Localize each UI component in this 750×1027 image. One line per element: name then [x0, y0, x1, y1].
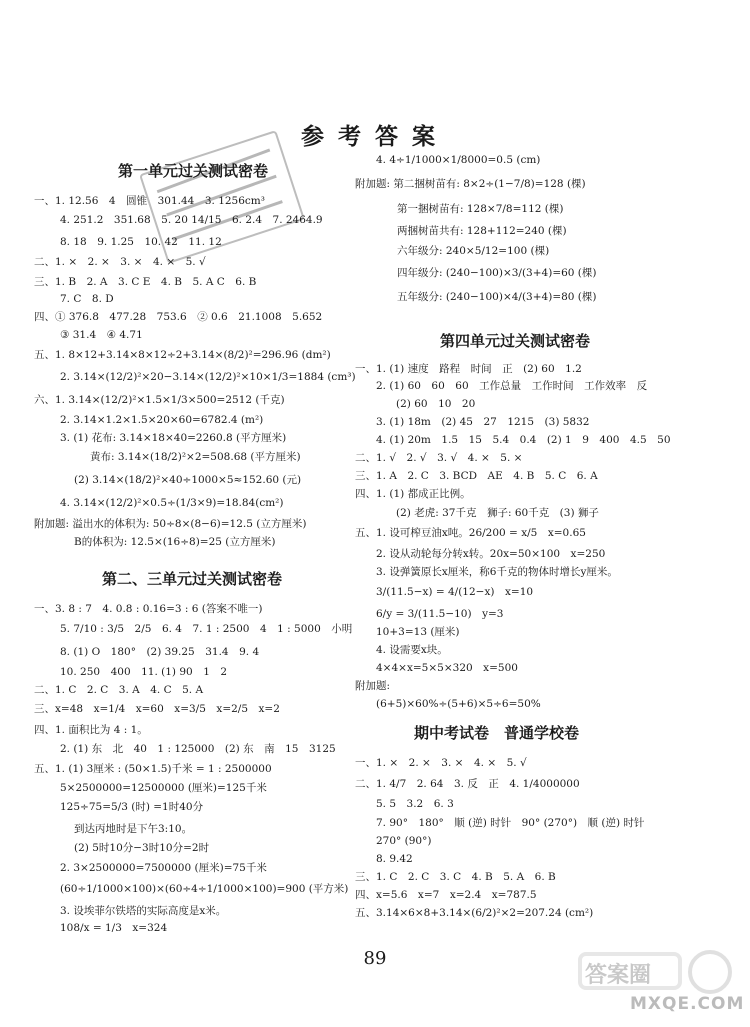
answer-line: 2. 3×2500000=7500000 (厘米)=75千米: [60, 862, 267, 874]
answer-line: 4. 4÷1/1000×1/8000=0.5 (cm): [376, 154, 541, 166]
answer-line: 五、1. 设可榨豆油x吨。26/200 = x/5 x=0.65: [355, 527, 586, 539]
answer-line: 2. 3.14×(12/2)²×20−3.14×(12/2)²×10×1/3=1884 (cm³): [60, 371, 356, 383]
answer-line: 五、3.14×6×8+3.14×(6/2)²×2=207.24 (cm²): [355, 907, 594, 919]
answer-line: 二、1. √ 2. √ 3. √ 4. × 5. ×: [355, 452, 523, 464]
answer-line: (60÷1/1000×100)×(60÷4÷1/1000×100)=900 (平方米): [60, 883, 349, 895]
answer-line: 270° (90°): [376, 835, 432, 847]
heading-unit1: 第一单元过关测试密卷: [118, 162, 269, 180]
answer-line: 三、x=48 x=1/4 x=60 x=3/5 x=2/5 x=2: [34, 703, 280, 715]
answer-line: 2. (1) 东 北 40 1 : 125000 (2) 东 南 15 3125: [60, 743, 336, 755]
answer-line: (2) 3.14×(18/2)²×40÷1000×5≈152.60 (元): [74, 474, 302, 486]
answer-line: 两捆树苗共有: 128+112=240 (棵): [397, 225, 567, 237]
answer-line: (6+5)×60%÷(5+6)×5÷6=50%: [376, 698, 541, 710]
answer-line: 五、1. 8×12+3.14×8×12÷2+3.14×(8/2)²=296.96 (dm²): [34, 349, 331, 361]
answer-line: 一、1. × 2. × 3. × 4. × 5. √: [355, 757, 527, 769]
answer-line: ③ 31.4 ④ 4.71: [60, 329, 143, 341]
answer-line: 六年级分: 240×5/12=100 (棵): [397, 245, 550, 257]
answer-line: 4. 3.14×(12/2)²×0.5÷(1/3×9)=18.84(cm²): [60, 497, 284, 509]
answer-line: 四、x=5.6 x=7 x=2.4 x=787.5: [355, 889, 537, 901]
answer-line: 附加题: 溢出水的体积为: 50÷8×(8−6)=12.5 (立方厘米): [34, 518, 307, 530]
answer-line: 三、1. A 2. C 3. BCD AE 4. B 5. C 6. A: [355, 470, 598, 482]
answer-line: (2) 5时10分−3时10分=2时: [74, 842, 210, 854]
answer-line: (2) 60 10 20: [396, 398, 476, 410]
heading-unit23: 第二、三单元过关测试密卷: [102, 570, 283, 588]
answer-line: 四、1. (1) 都成正比例。: [355, 488, 471, 500]
answer-line: 10+3=13 (厘米): [376, 626, 460, 638]
answer-line: 3. (1) 18m (2) 45 27 1215 (3) 5832: [376, 416, 590, 428]
heading-midterm: 期中考试卷 普通学校卷: [414, 724, 580, 742]
answer-line: 一、1. (1) 速度 路程 时间 正 (2) 60 1.2: [355, 363, 582, 375]
answer-line: 第一捆树苗有: 128×7/8=112 (棵): [397, 203, 564, 215]
answer-line: 二、1. C 2. C 3. A 4. C 5. A: [34, 684, 204, 696]
answer-line: 10. 250 400 11. (1) 90 1 2: [60, 666, 228, 678]
watermark-logo-text: 答案圈: [585, 963, 652, 988]
answer-line: 5. 5 3.2 6. 3: [376, 798, 454, 810]
answer-line: 三、1. B 2. A 3. C E 4. B 5. A C 6. B: [34, 276, 257, 288]
answer-line: 4. (1) 20m 1.5 15 5.4 0.4 (2) 1 9 400 4.5 50: [376, 434, 671, 446]
answer-line: 2. 设从动轮每分转x转。20x=50×100 x=250: [376, 548, 606, 560]
answer-line: 3. 设弹簧原长x厘米，称6千克的物体时增长y厘米。: [376, 566, 618, 578]
answer-line: 4. 251.2 351.68 5. 20 14/15 6. 2.4 7. 2464.9: [60, 214, 323, 226]
page-number: 89: [363, 948, 387, 969]
answer-line: 附加题: 第二捆树苗有: 8×2÷(1−7/8)=128 (棵): [355, 178, 586, 190]
answer-line: 6/y = 3/(11.5−10) y=3: [376, 608, 504, 620]
answer-line: 附加题:: [355, 680, 391, 692]
answer-line: 5×2500000=12500000 (厘米)=125千米: [60, 782, 267, 794]
answer-line: 四年级分: (240−100)×3/(3+4)=60 (棵): [397, 267, 597, 279]
answer-line: 五、1. (1) 3厘米 : (50×1.5)千米 = 1 : 2500000: [34, 763, 272, 775]
answer-line: 4×4×x=5×5×320 x=500: [376, 662, 518, 674]
answer-line: (2) 老虎: 37千克 狮子: 60千克 (3) 狮子: [396, 507, 599, 519]
answer-line: 125÷75=5/3 (时) =1时40分: [60, 801, 204, 813]
answer-line: 一、3. 8 : 7 4. 0.8 : 0.16=3 : 6 (答案不唯一): [34, 603, 263, 615]
answer-line: 8. (1) O 180° (2) 39.25 31.4 9. 4: [60, 646, 260, 658]
answer-line: 5. 7/10 : 3/5 2/5 6. 4 7. 1 : 2500 4 1 : 5000 小明: [60, 623, 353, 635]
answer-line: B的体积为: 12.5×(16÷8)=25 (立方厘米): [74, 536, 276, 548]
answer-line: 108/x = 1/3 x=324: [60, 922, 168, 934]
heading-unit4: 第四单元过关测试密卷: [440, 332, 591, 350]
answer-line: 7. 90° 180° 顺 (逆) 时针 90° (270°) 顺 (逆) 时针: [376, 817, 645, 829]
answer-line: 四、1. 面积比为 4 : 1。: [34, 724, 148, 736]
answer-line: 2. (1) 60 60 60 工作总量 工作时间 工作效率 反: [376, 380, 648, 392]
answer-line: 4. 设需要x块。: [376, 644, 448, 656]
answer-line: 一、1. 12.56 4 圆锥 301.44 3. 1256cm³: [34, 195, 265, 207]
answer-line: 六、1. 3.14×(12/2)²×1.5×1/3×500=2512 (千克): [34, 394, 285, 406]
answer-line: 二、1. × 2. × 3. × 4. × 5. √: [34, 256, 206, 268]
watermark-text: MXQE.COM: [630, 994, 745, 1014]
answer-line: 3. 设埃菲尔铁塔的实际高度是x米。: [60, 905, 227, 917]
answer-line: 8. 18 9. 1.25 10. 42 11. 12: [60, 236, 222, 248]
answer-line: 8. 9.42: [376, 853, 413, 865]
answer-line: 2. 3.14×1.2×1.5×20×60=6782.4 (m²): [60, 414, 264, 426]
answer-line: 黄布: 3.14×(18/2)²×2=508.68 (平方厘米): [90, 451, 301, 463]
answer-line: 7. C 8. D: [60, 293, 114, 305]
answer-line: 3. (1) 花布: 3.14×18×40=2260.8 (平方厘米): [60, 432, 287, 444]
answer-line: 到达丙地时是下午3:10。: [74, 823, 193, 835]
answer-line: 三、1. C 2. C 3. C 4. B 5. A 6. B: [355, 871, 556, 883]
page-title: 参考答案: [301, 124, 449, 150]
answer-line: 四、① 376.8 477.28 753.6 ② 0.6 21.1008 5.652: [34, 311, 323, 323]
answer-line: 3/(11.5−x) = 4/(12−x) x=10: [376, 586, 534, 598]
answer-line: 五年级分: (240−100)×4/(3+4)=80 (棵): [397, 291, 597, 303]
answer-line: 二、1. 4/7 2. 64 3. 反 正 4. 1/4000000: [355, 778, 580, 790]
